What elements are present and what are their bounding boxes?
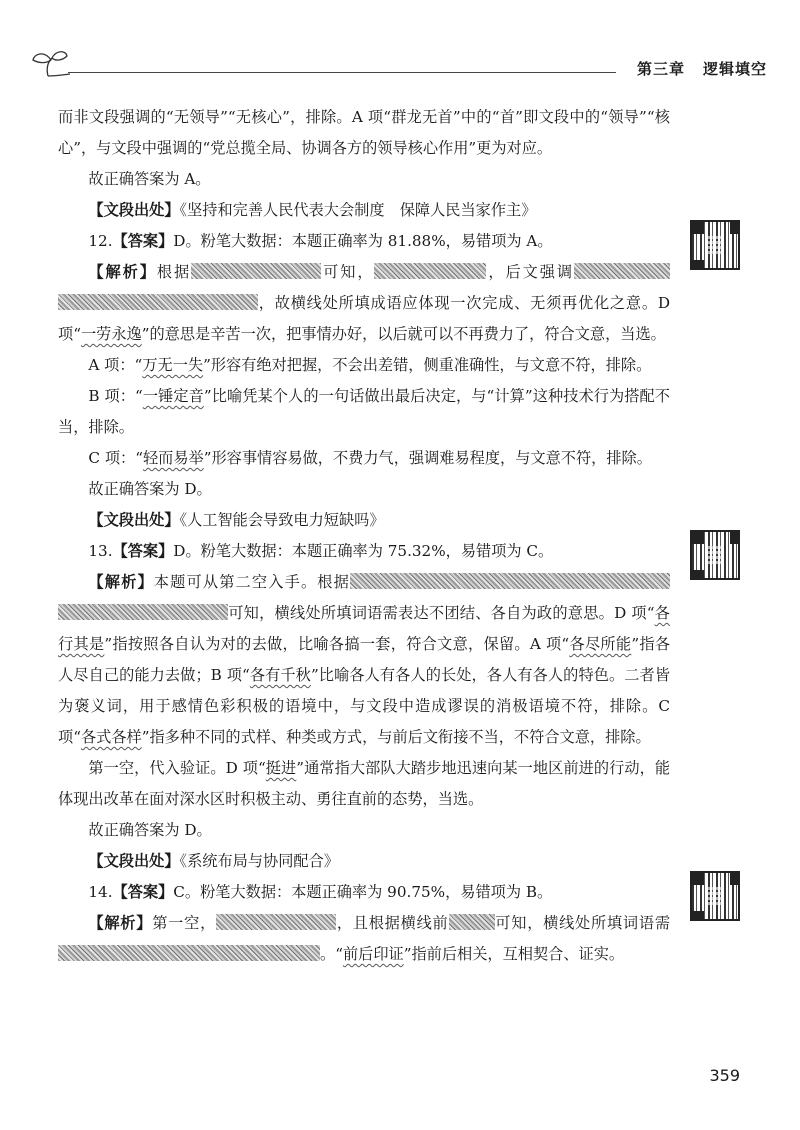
wavy-underlined-term: 一劳永逸 [80, 325, 142, 343]
page-body [58, 102, 670, 970]
source-title: 《系统布局与协同配合》 [179, 852, 339, 870]
question-number: 12. [88, 232, 113, 250]
question-number: 13. [88, 542, 113, 560]
redacted-text [58, 945, 320, 961]
text-run: C 项：“ [88, 449, 143, 467]
text-run: 根据 [156, 263, 192, 281]
page-number: 359 [709, 1066, 740, 1085]
redacted-text [350, 573, 670, 589]
text-run: 可知， [321, 263, 375, 281]
text-run: D 项“ [58, 294, 670, 343]
answer-label: 【答案】 [112, 883, 174, 901]
text-run: 本题可从第二空入手。根据 [153, 573, 351, 591]
text-run: ”通常指大部队大踏步地迅速向某一地区前进的行动，能体现出改革在面对深水区时积极主动、勇往直前的态势，当选。 [58, 759, 671, 808]
text-run: A 项：“ [88, 356, 143, 374]
answer-text: D。粉笔大数据：本题正确率为 81.88%，易错项为 A。 [173, 232, 553, 250]
running-header [30, 46, 775, 86]
text-run: 第一空，代入验证。D 项“ [88, 759, 266, 777]
text-run: ”指各人尽自己的能力去做；B 项“ [58, 635, 671, 684]
answer-text: C。粉笔大数据：本题正确率为 90.75%，易错项为 B。 [173, 883, 553, 901]
answer-text: D。粉笔大数据：本题正确率为 75.32%，易错项为 C。 [173, 542, 554, 560]
source-paragraph [58, 505, 670, 536]
paragraph [58, 474, 670, 505]
paragraph [58, 381, 670, 443]
text-run: ，且根据横线前 [336, 914, 449, 932]
wavy-underlined-term: 各有千秋 [249, 666, 311, 684]
text-run: ”形容事情容易做，不费力气，强调难易程度，与文意不符，排除。 [203, 449, 652, 467]
text-run: 。“ [320, 945, 343, 963]
wavy-underlined-term: 前后印证 [342, 945, 404, 963]
text-run: ，后文强调 [486, 263, 575, 281]
redacted-text [449, 914, 495, 930]
text-run: 而非文段强调的“无领导”“无核心”，排除。A 项“群龙无首”中的“首”即文段中的“领导”“核心”，与文段中强调的“党总揽全局、协调各方的领导核心作用”更为对应。 [58, 108, 670, 157]
wavy-underlined-term: 一锤定音 [142, 387, 204, 405]
source-label: 【文段出处】 [88, 852, 180, 870]
analysis-label: 【解析】 [88, 573, 154, 591]
wavy-underlined-term: 各尽所能 [569, 635, 632, 653]
text-run: ”比喻凭某个人的一句话做出最后决定，与“计算”这种技术行为搭配不当，排除。 [58, 387, 670, 436]
text-run: B 项：“ [88, 387, 143, 405]
chapter-title [637, 58, 767, 79]
redacted-text [58, 294, 258, 310]
paragraph [58, 753, 670, 815]
redacted-text [58, 604, 228, 620]
analysis-paragraph [58, 257, 670, 350]
qr-code-icon[interactable] [690, 871, 740, 921]
analysis-label: 【解析】 [88, 263, 157, 281]
answer-label: 【答案】 [112, 542, 174, 560]
question-number: 14. [88, 883, 113, 901]
text-run: ”指前后相关，互相契合、证实。 [403, 945, 625, 963]
text-run: ”形容有绝对把握，不会出差错，侧重准确性，与文意不符，排除。 [203, 356, 652, 374]
qr-code-icon[interactable] [690, 220, 740, 270]
text-run: ，故横线处所填成语应体现一次完成、无须再优化之意。 [258, 294, 658, 312]
paragraph [58, 164, 670, 195]
text-run: ”指按照各自认为对的去做，比喻各搞一套，符合文意，保留。A 项“ [104, 635, 570, 653]
redacted-text [191, 263, 321, 279]
redacted-text [374, 263, 486, 279]
text-run: 第一空， [152, 914, 217, 932]
analysis-paragraph [58, 908, 670, 970]
text-run: D 项“ [614, 604, 655, 622]
text-run: 故正确答案为 A。 [88, 170, 211, 188]
paragraph [58, 102, 670, 164]
source-title: 《坚持和完善人民代表大会制度 保障人民当家作主》 [179, 201, 537, 219]
source-label: 【文段出处】 [88, 511, 180, 529]
paragraph [58, 350, 670, 381]
answer-paragraph [58, 226, 670, 257]
qr-code-icon[interactable] [690, 530, 740, 580]
wavy-underlined-term: 轻而易举 [142, 449, 204, 467]
answer-paragraph [58, 536, 670, 567]
redacted-text [216, 914, 336, 930]
redacted-text [574, 263, 670, 279]
text-run: 故正确答案为 D。 [88, 821, 212, 839]
answer-paragraph [58, 877, 670, 908]
text-run: ”比喻各人有各人的长处，各人有各人的特色。二者皆为褒义词，用于感情色彩积极的语境中，与文段中造成谬误的消极语境不符，排除。C 项“ [58, 666, 671, 746]
text-run: 可知，横线处所填词语需表达不团结、各自为政的意思。 [228, 604, 615, 622]
header-rule [68, 72, 616, 73]
text-run: ”指多种不同的式样、种类或方式，与前后文衔接不当，不符合文意，排除。 [141, 728, 651, 746]
wavy-underlined-term: 各行其是 [58, 604, 670, 653]
source-label: 【文段出处】 [88, 201, 180, 219]
text-run: 故正确答案为 D。 [88, 480, 212, 498]
analysis-paragraph [58, 567, 670, 753]
paragraph [58, 815, 670, 846]
text-run: ”的意思是辛苦一次，把事情办好，以后就可以不再费力了，符合文意，当选。 [141, 325, 666, 343]
chapter-number: 第三章 [636, 60, 685, 78]
sprout-icon [30, 48, 70, 80]
analysis-label: 【解析】 [88, 914, 153, 932]
wavy-underlined-term: 万无一失 [142, 356, 204, 374]
wavy-underlined-term: 挺进 [265, 759, 297, 777]
source-paragraph [58, 846, 670, 877]
answer-label: 【答案】 [112, 232, 174, 250]
paragraph [58, 443, 670, 474]
source-paragraph [58, 195, 670, 226]
text-run: 可知，横线处所填词语需 [494, 914, 671, 932]
source-title: 《人工智能会导致电力短缺吗》 [179, 511, 385, 529]
section-title: 逻辑填空 [702, 60, 767, 78]
wavy-underlined-term: 各式各样 [80, 728, 142, 746]
